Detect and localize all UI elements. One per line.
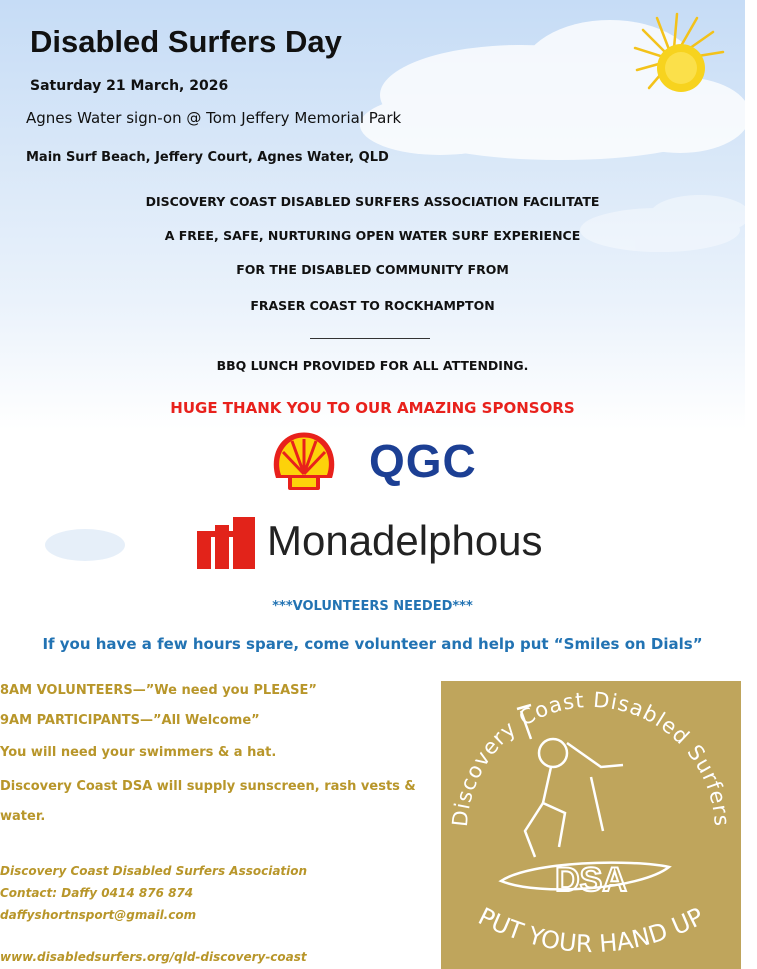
volunteers-tagline: If you have a few hours spare, come volunteer and help put “Smiles on Dials” [42, 635, 703, 653]
event-beach: Main Surf Beach, Jeffery Court, Agnes Water, QLD [26, 150, 389, 165]
divider [310, 338, 430, 339]
intro-line-1: DISCOVERY COAST DISABLED SURFERS ASSOCIATION FACILITATE [145, 194, 600, 209]
website-link[interactable]: www.disabledsurfers.org/qld-discovery-coast [0, 950, 307, 964]
list-item: 9AM PARTICIPANTS—”All Welcome” [0, 713, 260, 728]
logo-bottom-text: PUT YOUR HAND UP [473, 902, 709, 959]
intro-line-2: A FREE, SAFE, NURTURING OPEN WATER SURF EXPERIENCE [164, 228, 581, 243]
logo-board-text: DSA [555, 861, 627, 899]
contact-phone: Contact: Daffy 0414 876 874 [0, 886, 194, 900]
list-item: water. [0, 809, 46, 824]
monadelphous-icon [197, 517, 257, 569]
list-item: 8AM VOLUNTEERS—”We need you PLEASE” [0, 683, 317, 698]
intro-line-4: FRASER COAST TO ROCKHAMPTON [250, 298, 495, 313]
page-margin [745, 0, 757, 969]
contact-org: Discovery Coast Disabled Surfers Association [0, 864, 308, 878]
contact-email[interactable]: daffyshortnsport@gmail.com [0, 908, 197, 922]
event-date: Saturday 21 March, 2026 [30, 78, 229, 94]
volunteers-heading: ***VOLUNTEERS NEEDED*** [272, 599, 473, 614]
logo-ring-text: Discovery Coast Disabled Surfers [447, 687, 735, 828]
dsa-logo [441, 681, 741, 969]
list-item: Discovery Coast DSA will supply sunscreen, rash vests & [0, 779, 416, 794]
page-title: Disabled Surfers Day [30, 24, 342, 59]
bbq-note: BBQ LUNCH PROVIDED FOR ALL ATTENDING. [216, 358, 529, 373]
sun-icon [625, 8, 745, 98]
shell-logo [268, 430, 340, 496]
svg-text:Discovery Coast Disabled Surfe [448, 688, 734, 828]
sponsors-heading: HUGE THANK YOU TO OUR AMAZING SPONSORS [170, 399, 575, 417]
event-venue: Agnes Water sign-on @ Tom Jeffery Memorial Park [26, 109, 402, 127]
intro-line-3: FOR THE DISABLED COMMUNITY FROM [236, 262, 509, 277]
qgc-logo: QGC [369, 435, 477, 487]
svg-text:PUT YOUR HAND UP [474, 902, 708, 958]
list-item: You will need your swimmers & a hat. [0, 745, 277, 760]
monadelphous-logo: Monadelphous [267, 517, 543, 564]
contact-block [0, 860, 307, 926]
small-cloud [40, 525, 130, 565]
